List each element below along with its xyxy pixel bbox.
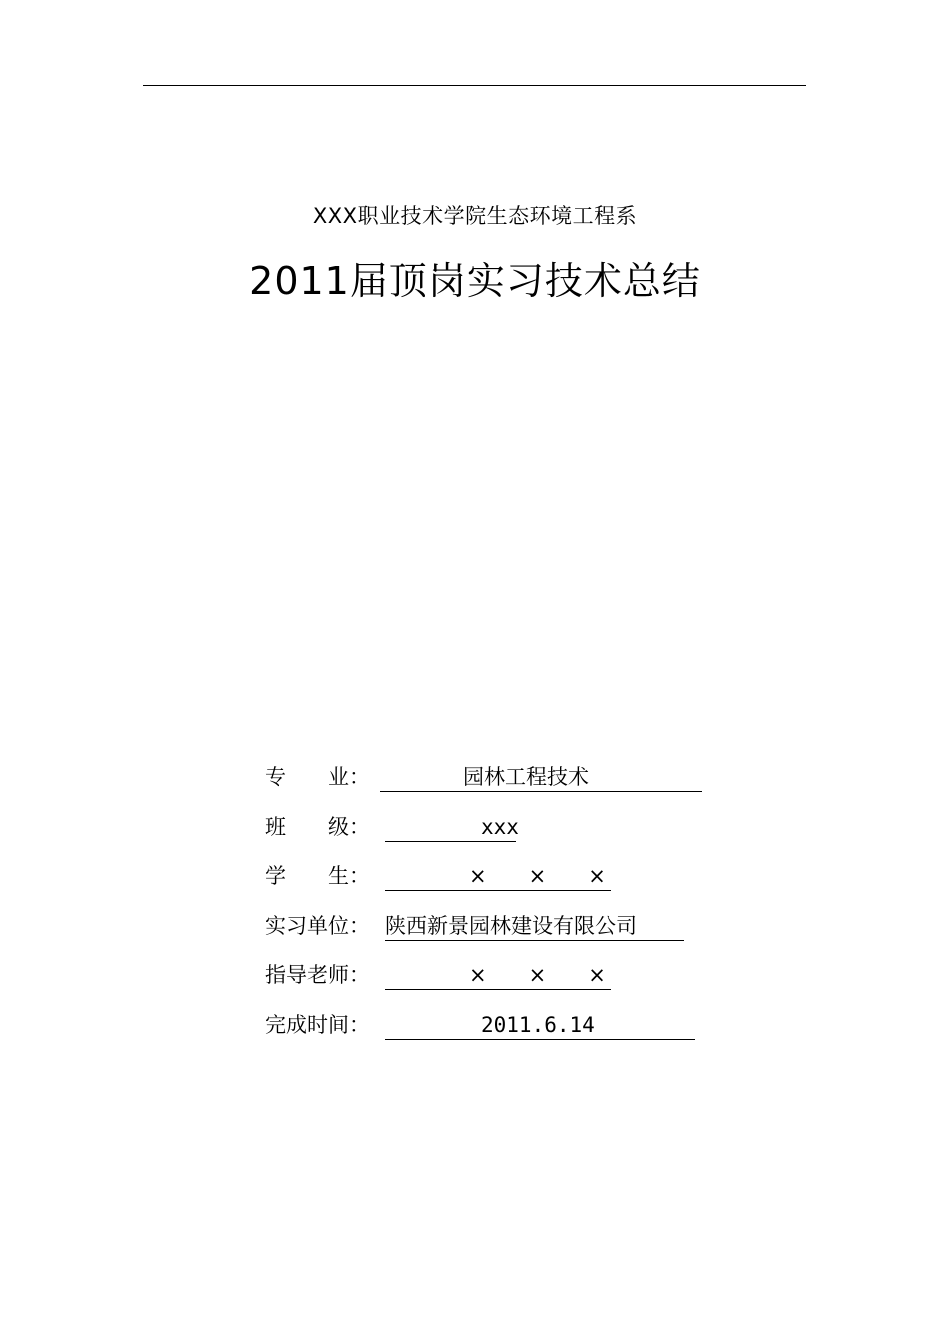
company-label: 实习单位： (265, 914, 370, 938)
major-field (380, 760, 702, 792)
date-value: 2011.6.14 (481, 1013, 595, 1037)
document-title: 2011届顶岗实习技术总结 (249, 259, 701, 303)
department-name: XXX职业技术学院生态环境工程系 (312, 204, 638, 228)
advisor-label: 指导老师： (265, 963, 370, 987)
date-label: 完成时间： (265, 1013, 370, 1037)
major-value: 园林工程技术 (463, 765, 589, 789)
student-field (385, 859, 611, 891)
advisor-value: × × × (469, 963, 606, 987)
student-label: 学 生： (265, 864, 370, 888)
company-field (385, 909, 684, 941)
advisor-field (385, 958, 611, 990)
class-field (385, 810, 519, 842)
date-field (385, 1008, 695, 1040)
class-value: xxx (481, 815, 519, 839)
student-value: × × × (469, 864, 606, 888)
class-label: 班 级： (265, 815, 370, 839)
major-label: 专 业： (265, 765, 370, 789)
header-rule (143, 85, 806, 86)
company-value: 陕西新景园林建设有限公司 (385, 914, 637, 938)
